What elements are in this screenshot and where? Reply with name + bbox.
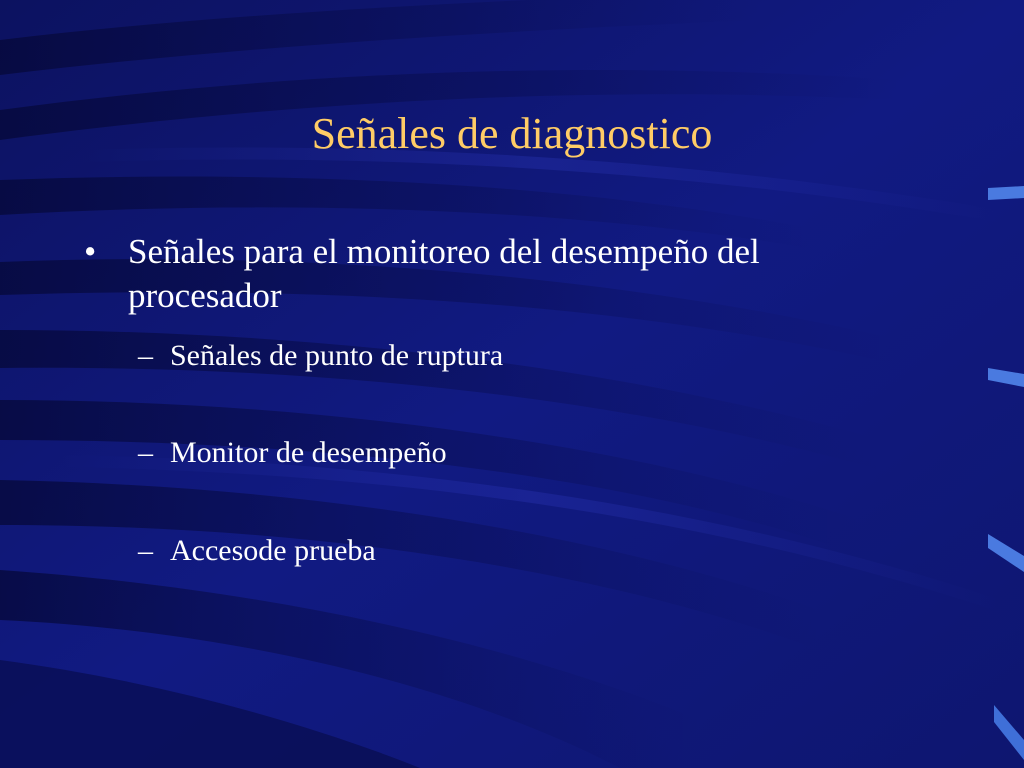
sub-item: [138, 338, 503, 374]
dash-marker: –: [138, 436, 153, 469]
slide-title: Señales de diagnostico: [311, 109, 713, 158]
sub-item: [138, 435, 447, 471]
dash-marker: –: [138, 534, 153, 567]
sub-item-text: Accesode prueba: [170, 534, 376, 567]
dash-marker: –: [138, 339, 153, 372]
sub-item-text: Monitor de desempeño: [170, 436, 447, 469]
bullet-marker: •: [84, 232, 97, 271]
sub-item-text: Señales de punto de ruptura: [170, 339, 504, 372]
accent-mark: [988, 186, 1024, 200]
bullet-text: Señales para el monitoreo del desempeño del procesador: [128, 232, 760, 315]
sub-item: [138, 533, 376, 569]
